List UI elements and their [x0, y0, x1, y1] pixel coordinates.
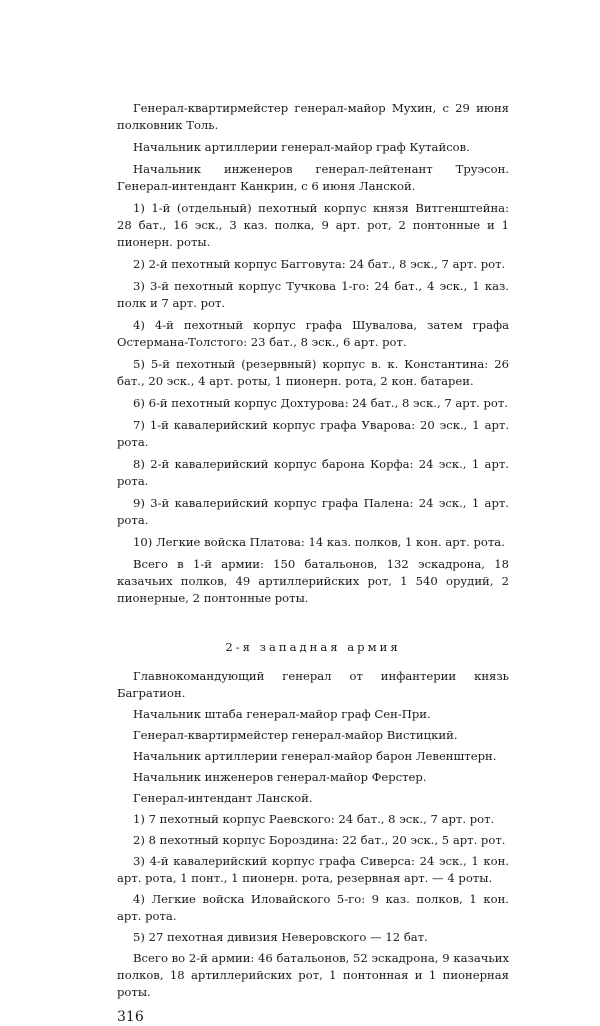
- paragraph: Начальник артиллерии генерал-майор барон Левенштерн.: [133, 749, 497, 763]
- paragraph: Начальник артиллерии генерал-майор граф Кутайсов.: [133, 140, 470, 154]
- paragraph: Начальник инженеров генерал-лейтенант Труэсон. Генерал-интендант Канкрин, с 6 июня Ланской.: [117, 162, 509, 193]
- paragraph: 8) 2-й кавалерийский корпус барона Корфа: 24 эск., 1 арт. рота.: [117, 457, 509, 488]
- paragraph: 6) 6-й пехотный корпус Дохтурова: 24 бат., 8 эск., 7 арт. рот.: [133, 396, 508, 410]
- paragraph: 7) 1-й кавалерийский корпус графа Уварова: 20 эск., 1 арт. рота.: [117, 418, 509, 449]
- paragraph: 1) 1-й (отдельный) пехотный корпус князя Витгенштейна: 28 бат., 16 эск., 3 каз. полка, 9 арт. рот, 2 понтонные и 1 пионерн. роты.: [117, 201, 509, 249]
- paragraph: Главнокомандующий генерал от инфантерии князь Багратион.: [117, 669, 509, 700]
- paragraph: 9) 3-й кавалерийский корпус графа Палена: 24 эск., 1 арт. рота.: [117, 496, 509, 527]
- page-number: 316: [117, 1009, 144, 1025]
- summary-paragraph: Всего в 1-й армии: 150 батальонов, 132 эскадрона, 18 казачьих полков, 49 артиллерийских рот, 1 540 орудий, 2 пионерные, 2 понтонные роты.: [117, 557, 509, 605]
- paragraph: 1) 7 пехотный корпус Раевского: 24 бат., 8 эск., 7 арт. рот.: [133, 812, 495, 826]
- section-heading: 2-я западная армия: [225, 640, 401, 654]
- paragraph: 4) 4-й пехотный корпус графа Шувалова, затем графа Остермана-Толстого: 23 бат., 8 эск., 6 арт. рот.: [117, 318, 509, 349]
- paragraph: Генерал-квартирмейстер генерал-майор Вистицкий.: [133, 728, 458, 742]
- paragraph: Начальник инженеров генерал-майор Ферстер.: [133, 770, 427, 784]
- section-second-army: [117, 668, 509, 1001]
- paragraph: 3) 4-й кавалерийский корпус графа Сиверса: 24 эск., 1 кон. арт. рота, 1 понт., 1 пионерн. рота, резервная арт. — 4 роты.: [117, 854, 509, 885]
- book-page: [117, 100, 509, 1026]
- paragraph: 4) Легкие войска Иловайского 5-го: 9 каз. полков, 1 кон. арт. рота.: [117, 892, 509, 923]
- section-first-army: [117, 100, 509, 607]
- summary-paragraph: Всего во 2-й армии: 46 батальонов, 52 эскадрона, 9 казачьих полков, 18 артиллерийских рот, 1 понтонная и 1 пионерная роты.: [117, 951, 509, 999]
- paragraph: 5) 5-й пехотный (резервный) корпус в. к. Константина: 26 бат., 20 эск., 4 арт. роты, 1 пионерн. рота, 2 кон. батареи.: [117, 357, 509, 388]
- paragraph: 5) 27 пехотная дивизия Неверовского — 12 бат.: [133, 930, 428, 944]
- paragraph: 2) 8 пехотный корпус Бороздина: 22 бат., 20 эск., 5 арт. рот.: [133, 833, 506, 847]
- paragraph: 3) 3-й пехотный корпус Тучкова 1-го: 24 бат., 4 эск., 1 каз. полк и 7 арт. рот.: [117, 279, 509, 310]
- paragraph: Начальник штаба генерал-майор граф Сен-При.: [133, 707, 431, 721]
- paragraph: 10) Легкие войска Платова: 14 каз. полков, 1 кон. арт. рота.: [133, 535, 505, 549]
- paragraph: Генерал-интендант Ланской.: [133, 791, 313, 805]
- paragraph: Генерал-квартирмейстер генерал-майор Мухин, с 29 июня полковник Толь.: [117, 101, 509, 132]
- paragraph: 2) 2-й пехотный корпус Багговута: 24 бат., 8 эск., 7 арт. рот.: [133, 257, 506, 271]
